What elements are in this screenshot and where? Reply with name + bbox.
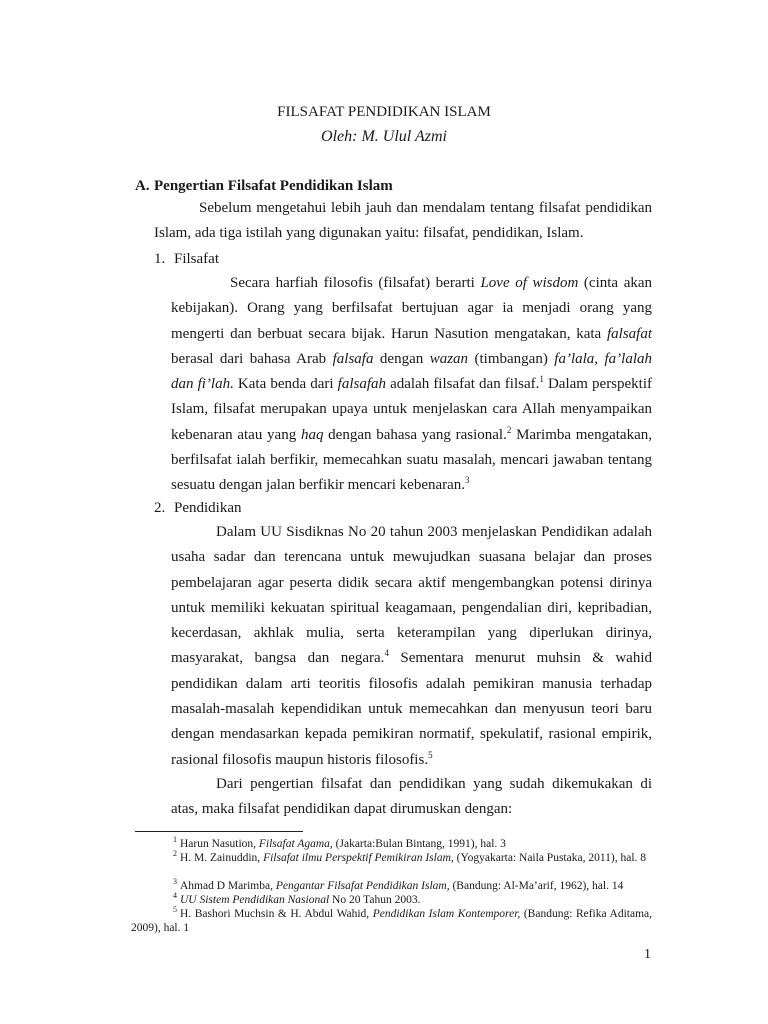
- footnote-title: Filsafat ilmu Perspektif Pemikiran Islam,: [263, 852, 454, 864]
- page-number: 1: [644, 947, 651, 962]
- footnote-4: [131, 893, 652, 907]
- footnote-number: 4: [173, 891, 177, 901]
- footnote-ref[interactable]: 2: [506, 424, 512, 435]
- text-run: (timbangan): [468, 350, 555, 367]
- document-title: FILSAFAT PENDIDIKAN ISLAM: [277, 104, 491, 120]
- footnote-3: [131, 879, 652, 893]
- footnote-number: 3: [173, 877, 177, 887]
- footnote-title: Pendidikan Islam Kontemporer,: [372, 908, 521, 920]
- footnote-5: [131, 907, 652, 935]
- footnote-2: [131, 851, 652, 865]
- italic-term: wazan: [429, 350, 469, 367]
- section-heading: [135, 175, 393, 197]
- italic-term: fa’lala, fa’lalah dan fi’lah.: [171, 350, 652, 393]
- text-run: (Bandung: Refika Aditama, 2009), hal. 1: [131, 908, 652, 934]
- footnote-title: Filsafat Agama: [258, 838, 330, 850]
- document-author: Oleh: M. Ulul Azmi: [321, 128, 447, 145]
- footnote-title: Pengantar Filsafat Pendidikan Islam,: [275, 880, 450, 892]
- text-run: Secara harfiah filosofis (filsafat) berarti: [230, 275, 481, 291]
- text-run: No 20 Tahun 2003.: [329, 894, 421, 906]
- text-run: , (Jakarta:Bulan Bintang, 1991), hal. 3: [329, 838, 506, 850]
- footnote-separator: [135, 831, 303, 832]
- section-heading-text: Pengertian Filsafat Pendidikan Islam: [154, 178, 393, 194]
- subsection-label: Pendidikan: [174, 500, 242, 516]
- italic-term: haq: [300, 426, 324, 443]
- text-run: (cinta akan kebijakan). Orang yang berfilsafat bertujuan agar ia menjadi orang yang mengerti dan berbuat secara bijak. Harun Nasution mengatakan, kata: [171, 275, 653, 342]
- text-run: Kata benda dari: [233, 376, 338, 393]
- footnote-number: 5: [173, 905, 177, 915]
- footnote-title: UU Sistem Pendidikan Nasional: [180, 894, 330, 906]
- footnote-ref[interactable]: 5: [428, 749, 433, 760]
- text-run: Sementara menurut muhsin & wahid pendidikan dalam arti teoritis filosofis adalah pemikiran manusia terhadap masalah-masalah kependidikan untuk memecahkan dan menyusun teori baru dengan mendasarkan kepada pemikiran normatif, spekulatif, rasional empirik, rasional filosofis maupun historis filosofis.: [171, 650, 652, 768]
- filsafat-paragraph: [171, 271, 652, 499]
- text-run: Ahmad D Marimba,: [180, 880, 276, 892]
- section-letter: A.: [135, 178, 150, 194]
- subsection-number: 2.: [154, 500, 166, 516]
- text-run: Dalam UU Sisdiknas No 20 tahun 2003 menjelaskan Pendidikan adalah usaha sadar dan terencana untuk mewujudkan suasana belajar dan proses pembelajaran agar peserta didik secara aktif mengembangkan potensi dirinya untuk memiliki kekuatan spiritual keagamaan, pengendalian diri, kepribadian, kecerdasan, akhlak mulia, serta keterampilan yang diperlukan dirinya, masyarakat, bangsa dan negara.: [171, 524, 652, 667]
- footnote-ref[interactable]: 3: [465, 475, 470, 486]
- footnote-number: 2: [173, 849, 177, 859]
- text-run: Dalam perspektif Islam, filsafat merupakan upaya untuk menjelaskan cara Allah menyampaikan kebenaran atau yang: [171, 376, 653, 443]
- italic-term: falsafat: [606, 325, 652, 342]
- intro-paragraph: Sebelum mengetahui lebih jauh dan mendalam tentang filsafat pendidikan Islam, ada tiga istilah yang digunakan yaitu: filsafat, pendidikan, Islam.: [154, 200, 652, 242]
- footnote-ref[interactable]: 4: [384, 648, 389, 659]
- text-run: berasal dari bahasa Arab: [171, 350, 333, 367]
- pendidikan-paragraph: [171, 520, 652, 773]
- text-run: (Bandung: Al-Ma’arif, 1962), hal. 14: [449, 880, 624, 892]
- text-run: Harun Nasution,: [180, 838, 259, 850]
- footnote-number: 1: [173, 835, 177, 845]
- subsection-number: 1.: [154, 251, 166, 267]
- footnote-1: [131, 837, 652, 851]
- footnote-ref[interactable]: 1: [539, 374, 544, 385]
- text-run: adalah filsafat dan filsaf.: [386, 376, 540, 393]
- subsection-label: Filsafat: [174, 251, 219, 267]
- text-run: H. M. Zainuddin,: [180, 852, 264, 864]
- subsection-filsafat: [154, 248, 219, 270]
- conclusion-paragraph: Dari pengertian filsafat dan pendidikan yang sudah dikemukakan di atas, maka filsafat pendidikan dapat dirumuskan dengan:: [171, 776, 652, 818]
- italic-term: Love of wisdom: [480, 275, 579, 291]
- subsection-pendidikan: [154, 497, 242, 519]
- text-run: Marimba mengatakan, berfilsafat ialah berfikir, memecahkan suatu masalah, mencari jawaban tentang sesuatu dengan jalan berfikir mencari kebenaran.: [171, 426, 652, 494]
- italic-term: falsafa: [332, 350, 374, 367]
- text-run: H. Bashori Muchsin & H. Abdul Wahid,: [180, 908, 373, 920]
- italic-term: falsafah: [337, 376, 386, 393]
- text-run: dengan: [373, 350, 430, 367]
- text-run: dengan bahasa yang rasional.: [323, 426, 507, 443]
- text-run: (Yogyakarta: Naila Pustaka, 2011), hal. 8: [453, 852, 647, 864]
